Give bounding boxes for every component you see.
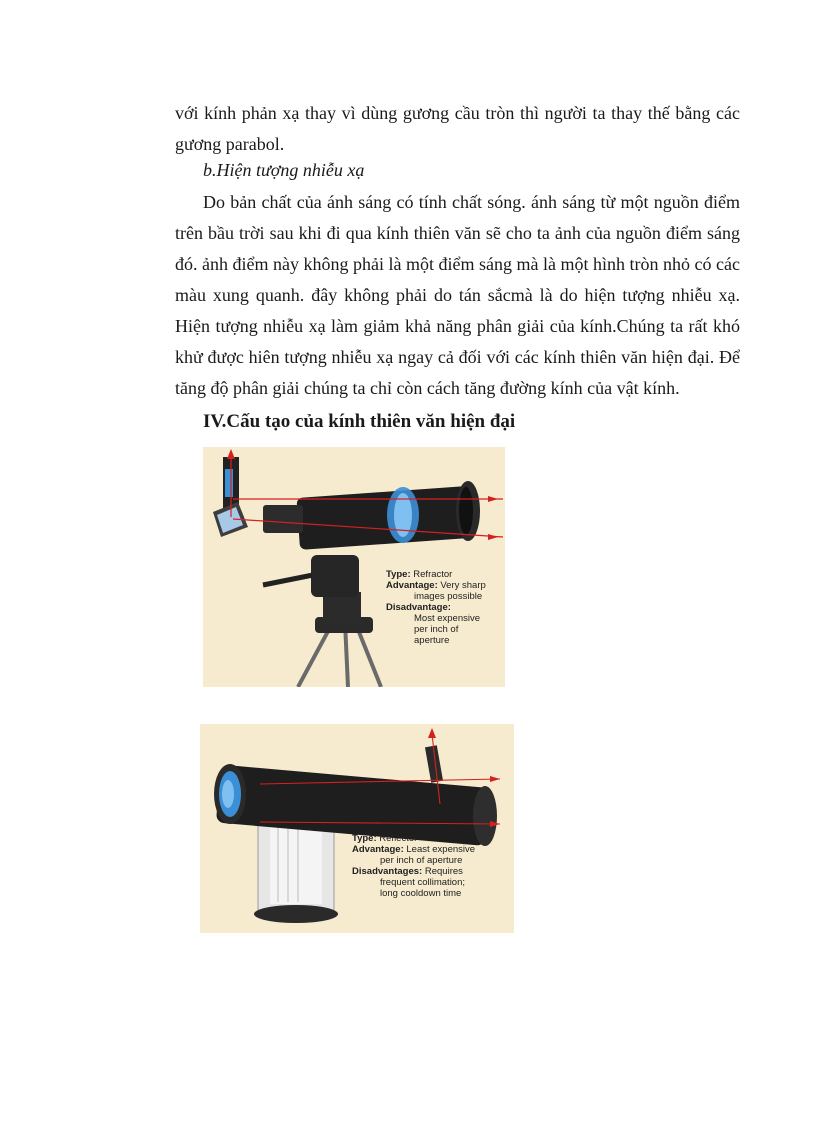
reflector-telescope-illustration: [200, 724, 514, 933]
section-heading-modern-telescope: IV.Cấu tạo của kính thiên văn hiện đại: [203, 411, 516, 432]
reflector-disadvantages-value-1: Requires: [424, 866, 463, 877]
refractor-advantage-value-1: Very sharp: [440, 580, 486, 591]
refractor-disadvantage-value-3: aperture: [414, 635, 450, 646]
reflector-disadvantages-label: Disadvantages:: [352, 866, 423, 877]
refractor-disadvantage-value-2: per inch of: [414, 624, 459, 635]
refractor-disadvantage-value-1: Most expensive: [414, 613, 481, 624]
reflector-telescope-figure: [200, 724, 514, 933]
refractor-disadvantage-label: Disadvantage:: [386, 602, 451, 613]
refractor-advantage-label: Advantage:: [386, 580, 438, 591]
paragraph-diffraction: Do bản chất của ánh sáng có tính chất sóng. ánh sáng từ một nguồn điểm trên bầu trời sau khi đi qua kính thiên văn sẽ cho ta ảnh của nguồn điểm sáng đó. ảnh điểm này không phải là một điểm sáng mà là một hình tròn nhỏ có các màu xung quanh. đây không phải do tán sắcmà là do hiện tượng nhiễu xạ. Hiện tượng nhiễu xạ làm giảm khả năng phân giải của kính.Chúng ta rất khó khử được hiên tượng nhiễu xạ ngay cả đối với các kính thiên văn hiện đại. Để tăng độ phân giải chúng ta chỉ còn cách tăng đường kính của vật kính.: [175, 192, 740, 398]
refractor-advantage-value-2: images possible: [414, 591, 483, 602]
refractor-telescope-figure: [203, 447, 505, 687]
reflector-caption: [352, 833, 475, 899]
refractor-type-value: Refractor: [413, 569, 453, 580]
reflector-disadvantages-value-2: frequent collimation;: [380, 877, 466, 888]
reflector-type-value: Reflector: [379, 833, 418, 844]
reflector-advantage-label: Advantage:: [352, 844, 404, 855]
refractor-type-label: Type:: [386, 569, 411, 580]
subheading-diffraction: b.Hiện tượng nhiễu xạ: [203, 160, 365, 180]
reflector-type-label: Type:: [352, 833, 377, 844]
reflector-disadvantages-value-3: long cooldown time: [380, 888, 462, 899]
refractor-telescope-illustration: [203, 447, 505, 687]
reflector-advantage-value-1: Least expensive: [406, 844, 476, 855]
refractor-caption: [386, 569, 486, 646]
paragraph-reflector-parabola: với kính phản xạ thay vì dùng gương cầu tròn thì người ta thay thế bằng các gương parabol.: [175, 103, 740, 154]
reflector-advantage-value-2: per inch of aperture: [380, 855, 463, 866]
